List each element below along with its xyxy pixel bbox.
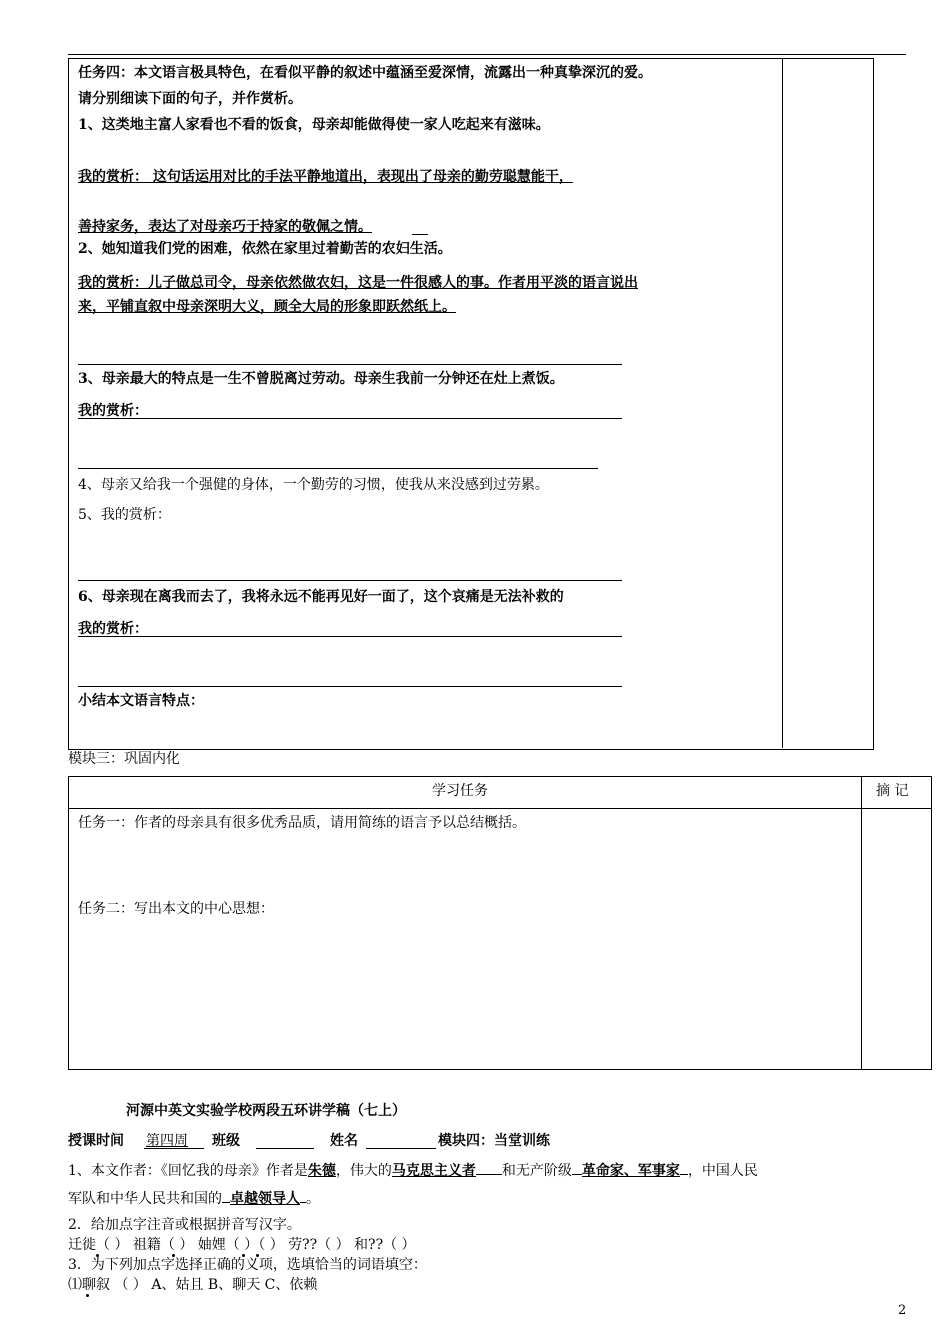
lesson-time-label: 授课时间 [68, 1133, 124, 1149]
question-3: 3．为下列加点字选择正确的义项，选填恰当的词语填空： [68, 1257, 427, 1273]
answer-line [78, 636, 622, 637]
module3-task2: 任务二：写出本文的中心思想： [78, 901, 274, 917]
class-label: 班级 [212, 1133, 240, 1149]
page-number: 2 [898, 1303, 907, 1318]
question-3-item-1: ⑴聊叙 （ ） A、姑且 B、聊天 C、依赖 [68, 1277, 318, 1293]
task4-table [68, 58, 874, 750]
question-2: 2．给加点字注音或根据拼音写汉字。 [68, 1217, 301, 1233]
sentence-2: 2、她知道我们党的困难，依然在家里过着勤苦的农妇生活。 [78, 241, 452, 257]
answer-line [78, 418, 622, 419]
question-2-items: 迁徙（ ） 祖籍（ ） 妯娌（ ）（ ） 劳??（ ） 和??（ ） [68, 1237, 416, 1253]
answer-5-label: 5、我的赏析： [78, 507, 171, 523]
task4-notes-divider [782, 58, 783, 748]
summary-label: 小结本文语言特点： [78, 693, 204, 709]
class-blank [256, 1148, 314, 1149]
sentence-1: 1、这类地主富人家看也不看的饭食，母亲却能做得使一家人吃起来有滋味。 [78, 117, 550, 133]
handout-title: 河源中英文实验学校两段五环讲学稿（七上） [126, 1103, 406, 1119]
question-1-line2: 军队和中华人民共和国的 卓越领导人 。 [68, 1188, 320, 1208]
answer-line [78, 364, 622, 365]
module4-heading: 模块四：当堂训练 [438, 1133, 550, 1149]
top-border [68, 54, 906, 55]
sentence-3: 3、母亲最大的特点是一生不曾脱离过劳动。母亲生我前一分钟还在灶上煮饭。 [78, 371, 564, 387]
task4-prompt-line2: 请分别细读下面的句子，并作赏析。 [78, 91, 302, 107]
answer-line [78, 580, 622, 581]
answer-author: 朱德 [307, 1163, 336, 1179]
answer-3-label: 我的赏析： [78, 403, 148, 419]
question-1-line1: 1、本文作者：《回忆我的母亲》作者是朱德，伟大的马克思主义者 和无产阶级 革命家、军事家 ，中国人民 [68, 1160, 758, 1180]
column-header-notes: 摘 记 [876, 783, 909, 799]
answer-6-label: 我的赏析： [78, 621, 148, 637]
name-label: 姓名 [330, 1133, 358, 1149]
answer-1-extra-underline [412, 234, 428, 235]
answer-marxist: 马克思主义者 [391, 1163, 476, 1179]
lesson-time-underline [144, 1148, 204, 1149]
column-header-task: 学习任务 [432, 783, 488, 799]
name-blank [366, 1148, 436, 1149]
emphasis-dot [86, 1294, 89, 1297]
module3-task1: 任务一：作者的母亲具有很多优秀品质，请用简练的语言予以总结概括。 [78, 815, 526, 831]
answer-revolutionary: 革命家、军事家 [581, 1163, 680, 1179]
sentence-6: 6、母亲现在离我而去了，我将永远不能再见好一面了，这个哀痛是无法补救的 [78, 589, 564, 605]
answer-1-line2: 善持家务，表达了对母亲巧于持家的敬佩之情。 [78, 219, 372, 235]
module3-header-divider [68, 808, 932, 809]
answer-line [78, 468, 598, 469]
task4-prompt-line1: 任务四：本文语言极具特色，在看似平静的叙述中蕴涵至爱深情，流露出一种真挚深沉的爱。 [78, 65, 652, 81]
answer-1-line1: 我的赏析： 这句话运用对比的手法平静地道出，表现出了母亲的勤劳聪慧能干， [78, 169, 573, 185]
answer-2-line2: 来，平铺直叙中母亲深明大义，顾全大局的形象即跃然纸上。 [78, 299, 456, 315]
sentence-4: 4、母亲又给我一个强健的身体，一个勤劳的习惯，使我从来没感到过劳累。 [78, 477, 549, 493]
answer-leader: 卓越领导人 [230, 1191, 300, 1207]
lesson-time-value: 第四周 [146, 1133, 188, 1149]
module3-heading: 模块三：巩固内化 [68, 751, 180, 767]
answer-2-line1: 我的赏析：儿子做总司令，母亲依然做农妇，这是一件很感人的事。作者用平淡的语言说出 [78, 275, 638, 291]
answer-line [78, 686, 622, 687]
module3-notes-divider [861, 776, 862, 1070]
